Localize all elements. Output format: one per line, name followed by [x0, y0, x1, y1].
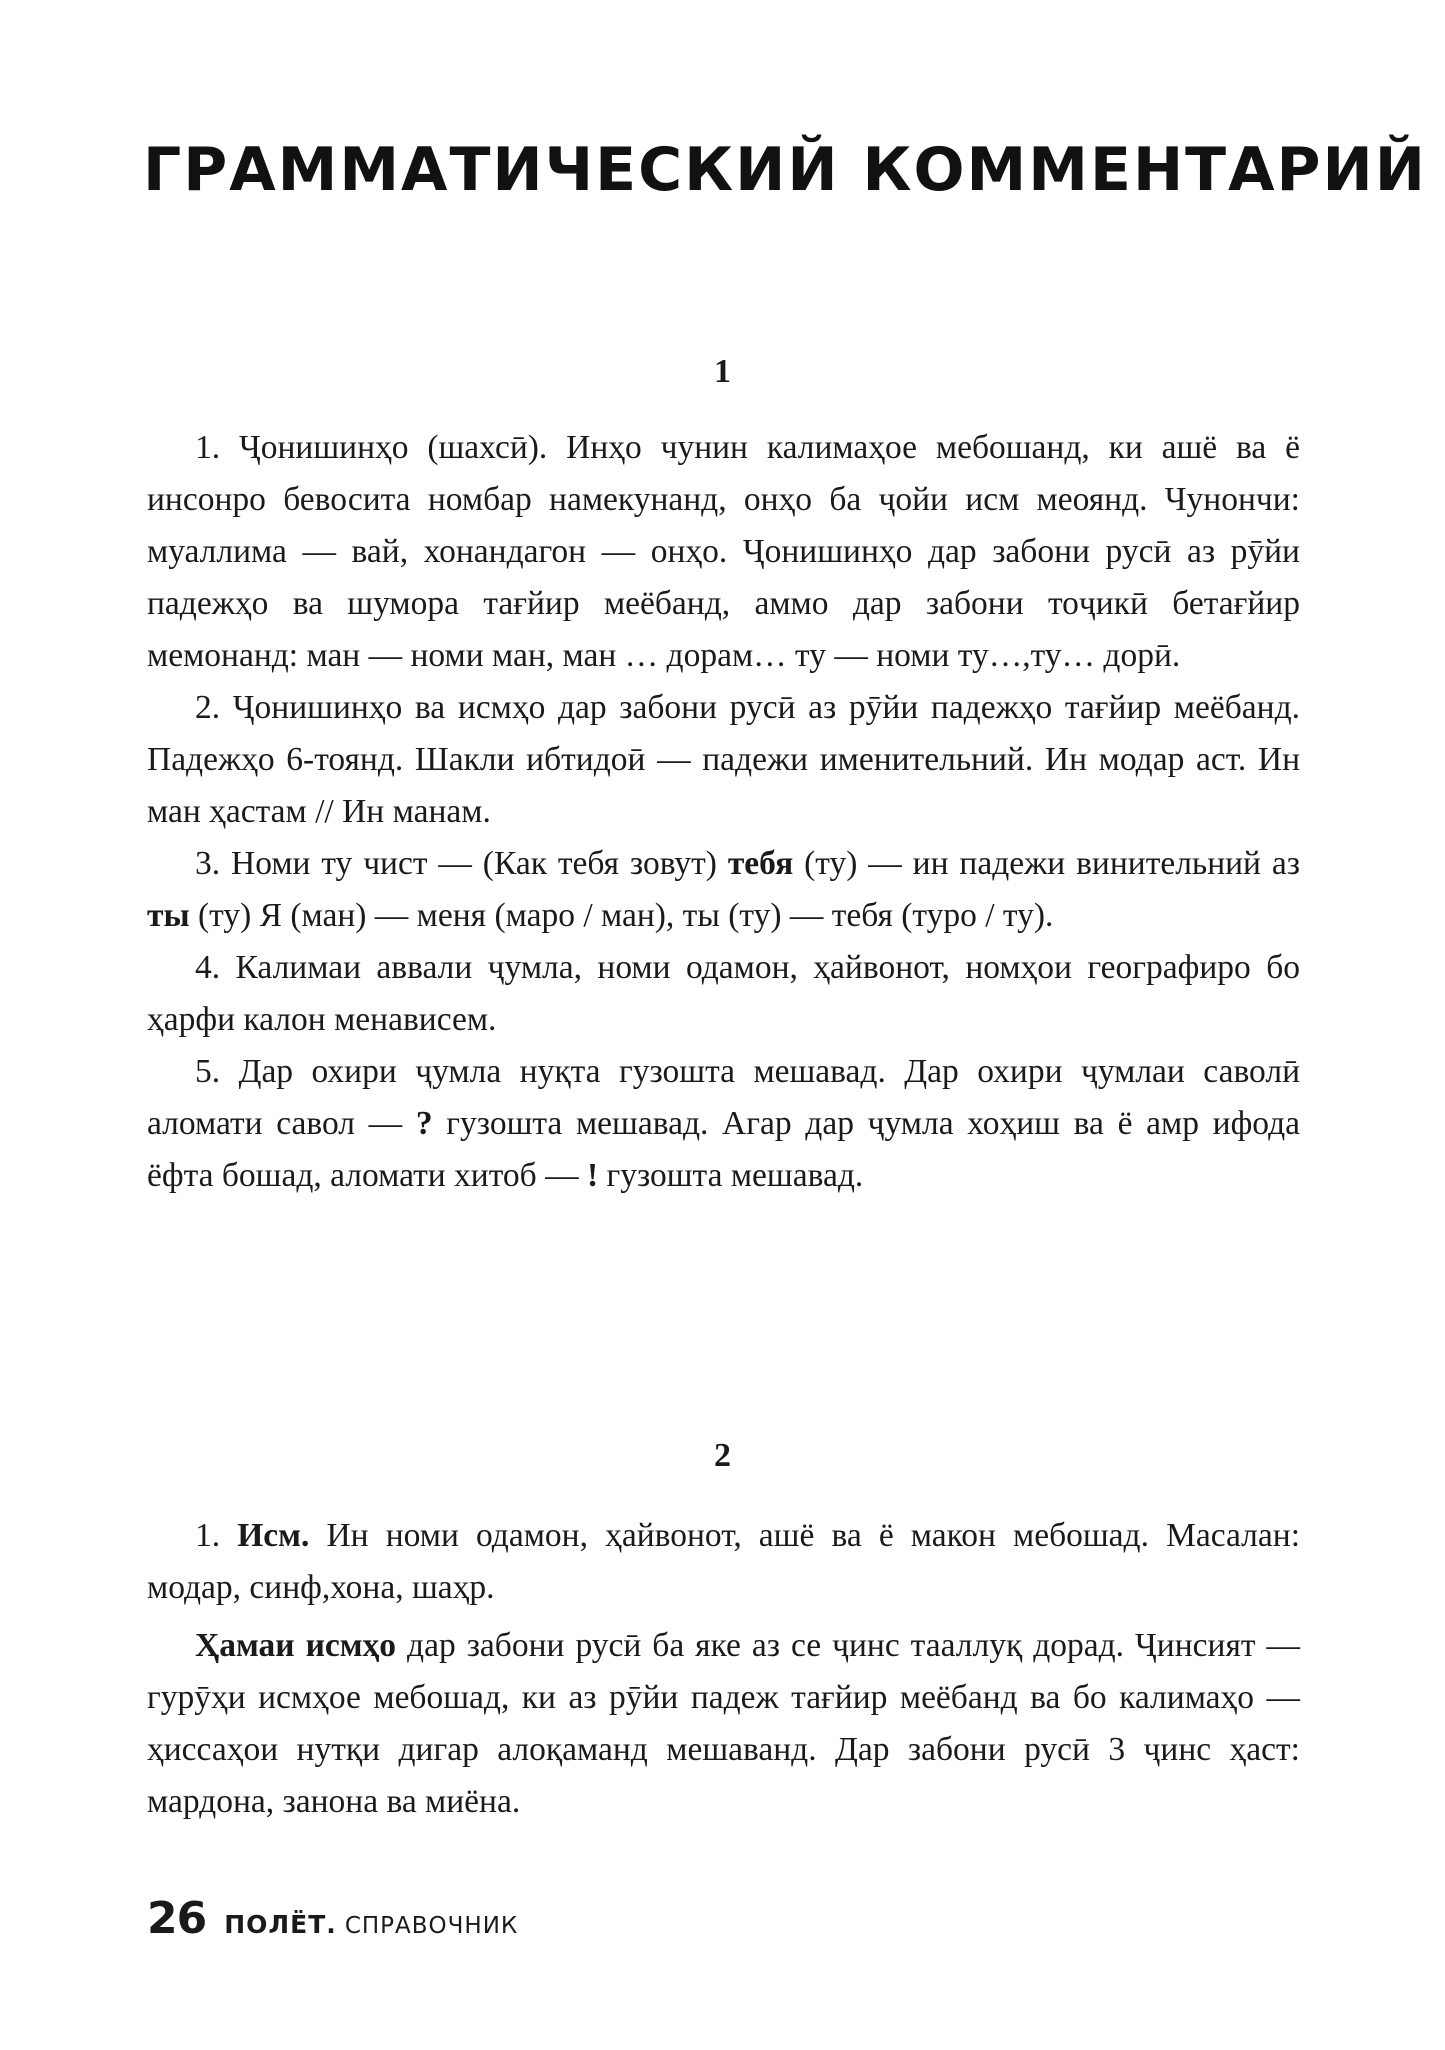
text-run: гузошта мешавад.	[598, 1157, 864, 1194]
bold-term: тебя	[727, 845, 794, 882]
text-run: Ин номи одамон, ҳайвонот, ашё ва ё макон мебошад. Масалан: модар, синф,хона, шаҳр.	[147, 1517, 1300, 1606]
section-number-1: 1	[714, 353, 731, 390]
book-subtitle: СПРАВОЧНИК	[344, 1913, 519, 1939]
paragraph	[147, 1046, 1300, 1202]
paragraph	[147, 1620, 1300, 1828]
paragraph	[147, 838, 1300, 942]
page-number: 26	[147, 1893, 207, 1944]
text-run: 5. Дар охири ҷумла нуқта гузошта мешавад. Дар охири ҷумлаи саволӣ аломати савол —	[147, 1053, 1300, 1142]
section-2-body	[147, 1510, 1300, 1828]
text-run: 1.	[195, 1517, 238, 1554]
bold-term: !	[586, 1157, 599, 1194]
section-number-2: 2	[714, 1437, 731, 1474]
paragraph: 2. Ҷонишинҳо ва исмҳо дар забони русӣ аз рӯйи падежҳо тағйир меёбанд. Падежҳо 6-тоянд. Шакли ибтидоӣ — падежи именительний. Ин модар аст. Ин ман ҳастам // Ин манам.	[147, 689, 1300, 830]
paragraph: 1. Ҷонишинҳо (шахсӣ). Инҳо чунин калимаҳое мебошанд, ки ашё ва ё инсонро бевосита номбар намекунанд, онҳо ба ҷойи исм меоянд. Чунончи: муаллима — вай, хонандагон — онҳо. Ҷонишинҳо дар забони русӣ аз рӯйи падежҳо ва шумора тағйир меёбанд, аммо дар забони тоҷикӣ бетағйир мемонанд: ман — номи ман, ман … дорам… ту — номи ту…,ту… дорӣ.	[147, 429, 1300, 674]
page-footer	[147, 1893, 518, 1953]
book-title: ПОЛЁТ.	[224, 1910, 337, 1939]
text-run: (ту) — ин падежи винительний аз	[793, 845, 1300, 882]
bold-term: ты	[147, 897, 190, 934]
bold-term: Исм.	[237, 1517, 310, 1554]
text-run: 3. Номи ту чист — (Как тебя зовут)	[195, 845, 728, 882]
paragraph: 4. Калимаи аввали ҷумла, номи одамон, ҳайвонот, номҳои географиро бо ҳарфи калон менависем.	[147, 949, 1300, 1038]
page-title: ГРАММАТИЧЕСКИЙ КОММЕНТАРИЙ	[143, 135, 1427, 205]
bold-term: ?	[415, 1105, 433, 1142]
section-1-body	[147, 422, 1300, 1202]
bold-term: Ҳамаи исмҳо	[195, 1627, 397, 1664]
text-run: дар забони русӣ ба яке аз се ҷинс тааллуқ дорад. Ҷинсият — гурӯҳи исмҳое мебошад, ки аз рӯйи падеж тағйир меёбанд ва бо калимаҳо — ҳиссаҳои нутқи дигар алоқаманд мешаванд. Дар забони русӣ 3 ҷинс ҳаст: мардона, занона ва миёна.	[147, 1627, 1300, 1820]
text-run: гузошта мешавад. Агар дар ҷумла хоҳиш ва ё амр ифода ёфта бошад, аломати хитоб —	[147, 1105, 1300, 1194]
text-run: (ту) Я (ман) — меня (маро / ман), ты (ту) — тебя (туро / ту).	[189, 897, 1054, 934]
paragraph	[147, 1510, 1300, 1614]
